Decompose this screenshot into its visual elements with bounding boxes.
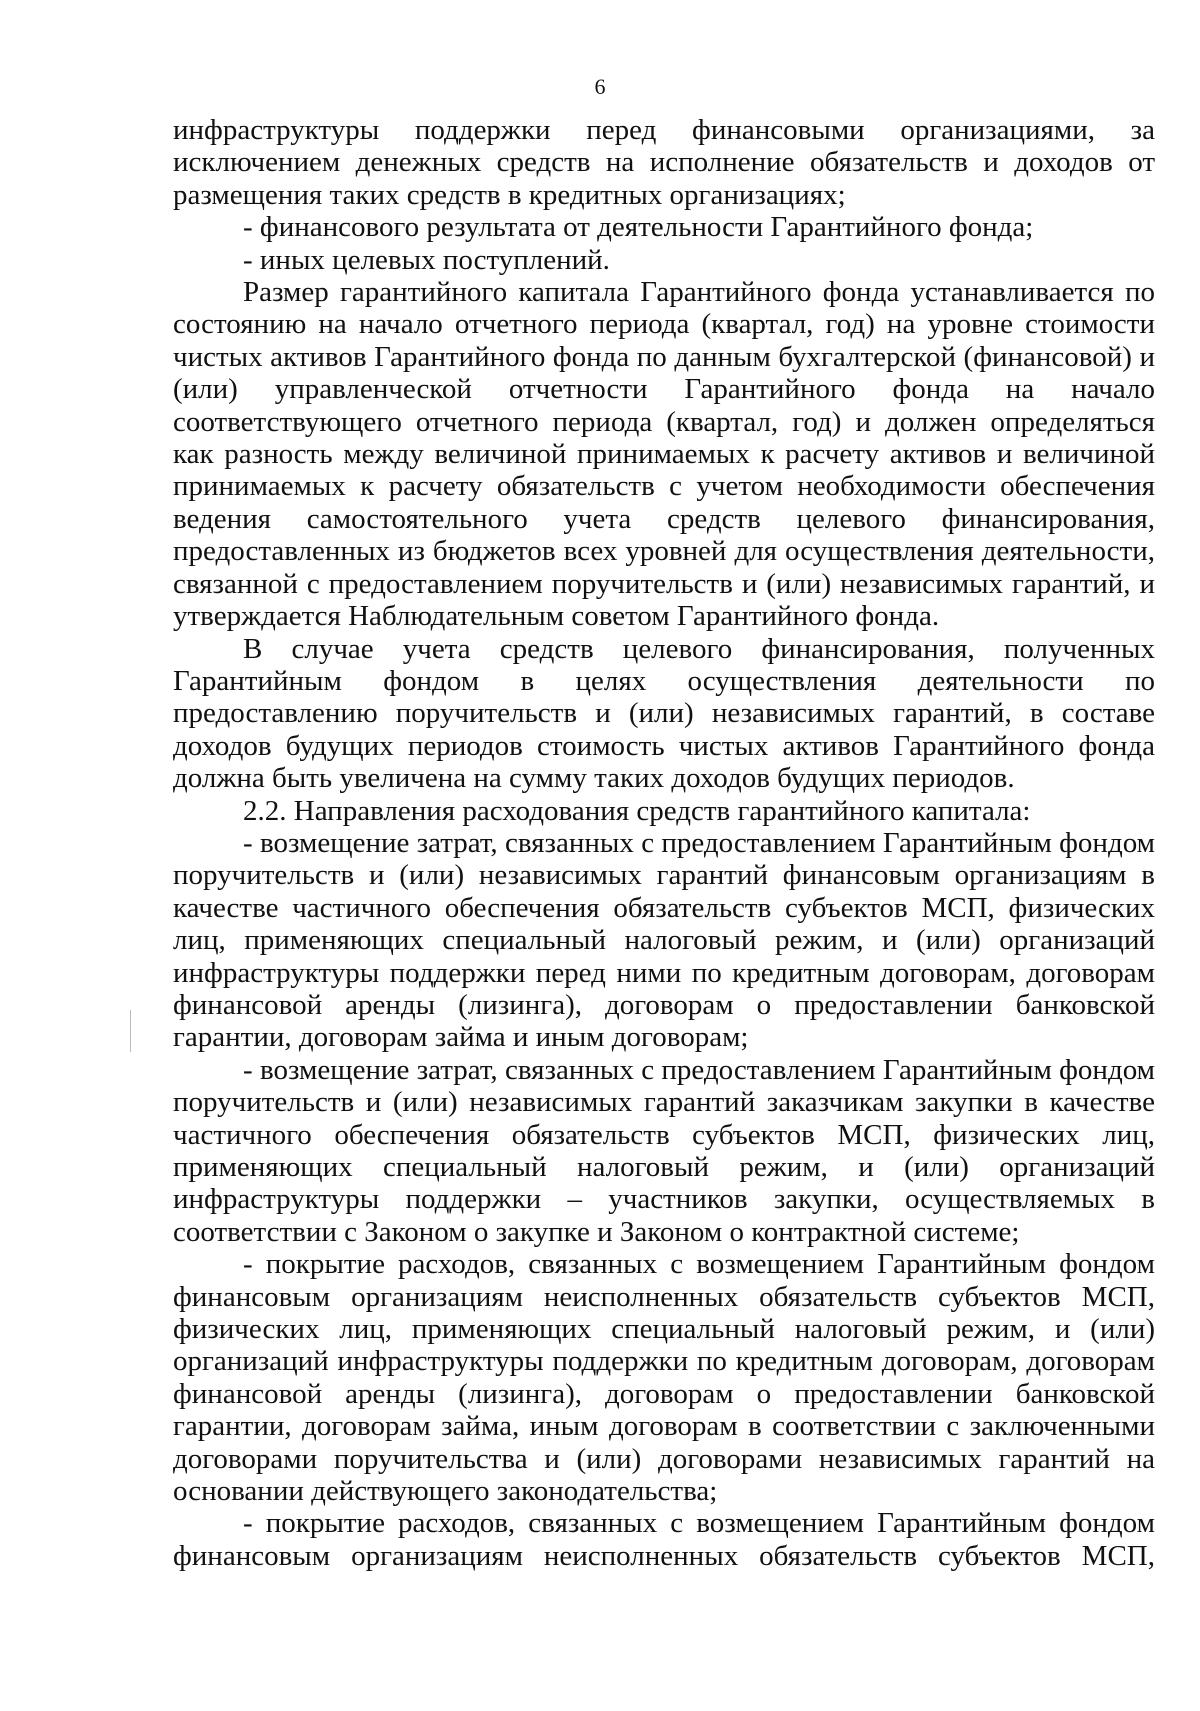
paragraph-continuation-infrastructure: инфраструктуры поддержки перед финансовыми организациями, за исключением денежных средств на исполнение обязательств и доходов от размещения таких средств в кредитных организациях; [173, 114, 1155, 211]
list-item-expenses-coverage: - покрытие расходов, связанных с возмещением Гарантийным фондом финансовым организациям неисполненных обязательств субъектов МСП, физических лиц, применяющих специальный налоговый режим, и (или) организаций инфраструктуры поддержки по кредитным договорам, договорам финансовой аренды (лизинга), договорам о предоставлении банковской гарантии, договорам займа, иным договорам в соответствии с заключенными договорами поручительства и (или) договорами независимых гарантий на основании действующего законодательства; [173, 1248, 1155, 1508]
list-item-other-receipts: - иных целевых поступлений. [243, 243, 610, 276]
list-item-expenses-coverage-continued: - покрытие расходов, связанных с возмещением Гарантийным фондом финансовым организациям неисполненных обязательств субъектов МСП, [173, 1507, 1155, 1572]
page-number: 6 [594, 74, 606, 99]
list-item-financial-organizations-costs: - возмещение затрат, связанных с предоставлением Гарантийным фондом поручительств и (или) независимых гарантий финансовым организациям в качестве частичного обеспечения обязательств субъектов МСП, физических лиц, применяющих специальный налоговый режим, и (или) организаций инфраструктуры поддержки перед ними по кредитным договорам, договорам финансовой аренды (лизинга), договорам о предоставлении банковской гарантии, договорам займа и иным договорам; [173, 826, 1155, 1054]
list-item-financial-result: - финансового результата от деятельности Гарантийного фонда; [243, 211, 1034, 244]
scan-margin-mark [130, 1010, 131, 1052]
document-body [173, 114, 1155, 1572]
list-item-procurement-costs: - возмещение затрат, связанных с предоставлением Гарантийным фондом поручительств и (или) независимых гарантий заказчикам закупки в качестве частичного обеспечения обязательств субъектов МСП, физических лиц, применяющих специальный налоговый режим, и (или) организаций инфраструктуры поддержки – участников закупки, осуществляемых в соответствии с Законом о закупке и Законом о контрактной системе; [173, 1053, 1155, 1248]
section-heading-2-2: 2.2. Направления расходования средств гарантийного капитала: [243, 794, 1031, 827]
paragraph-guarantee-capital-size: Размер гарантийного капитала Гарантийного фонда устанавливается по состоянию на начало отчетного периода (квартал, год) на уровне стоимости чистых активов Гарантийного фонда по данным бухгалтерской (финансовой) и (или) управленческой отчетности Гарантийного фонда на начало соответствующего отчетного периода (квартал, год) и должен определяться как разность между величиной принимаемых к расчету активов и величиной принимаемых к расчету обязательств с учетом необходимости обеспечения ведения самостоятельного учета средств целевого финансирования, предоставленных из бюджетов всех уровней для осуществления деятельности, связанной с предоставлением поручительств и (или) независимых гарантий, и утверждается Наблюдательным советом Гарантийного фонда. [173, 276, 1155, 633]
paragraph-target-financing: В случае учета средств целевого финансирования, полученных Гарантийным фондом в целях осуществления деятельности по предоставлению поручительств и (или) независимых гарантий, в составе доходов будущих периодов стоимость чистых активов Гарантийного фонда должна быть увеличена на сумму таких доходов будущих периодов. [173, 632, 1155, 795]
